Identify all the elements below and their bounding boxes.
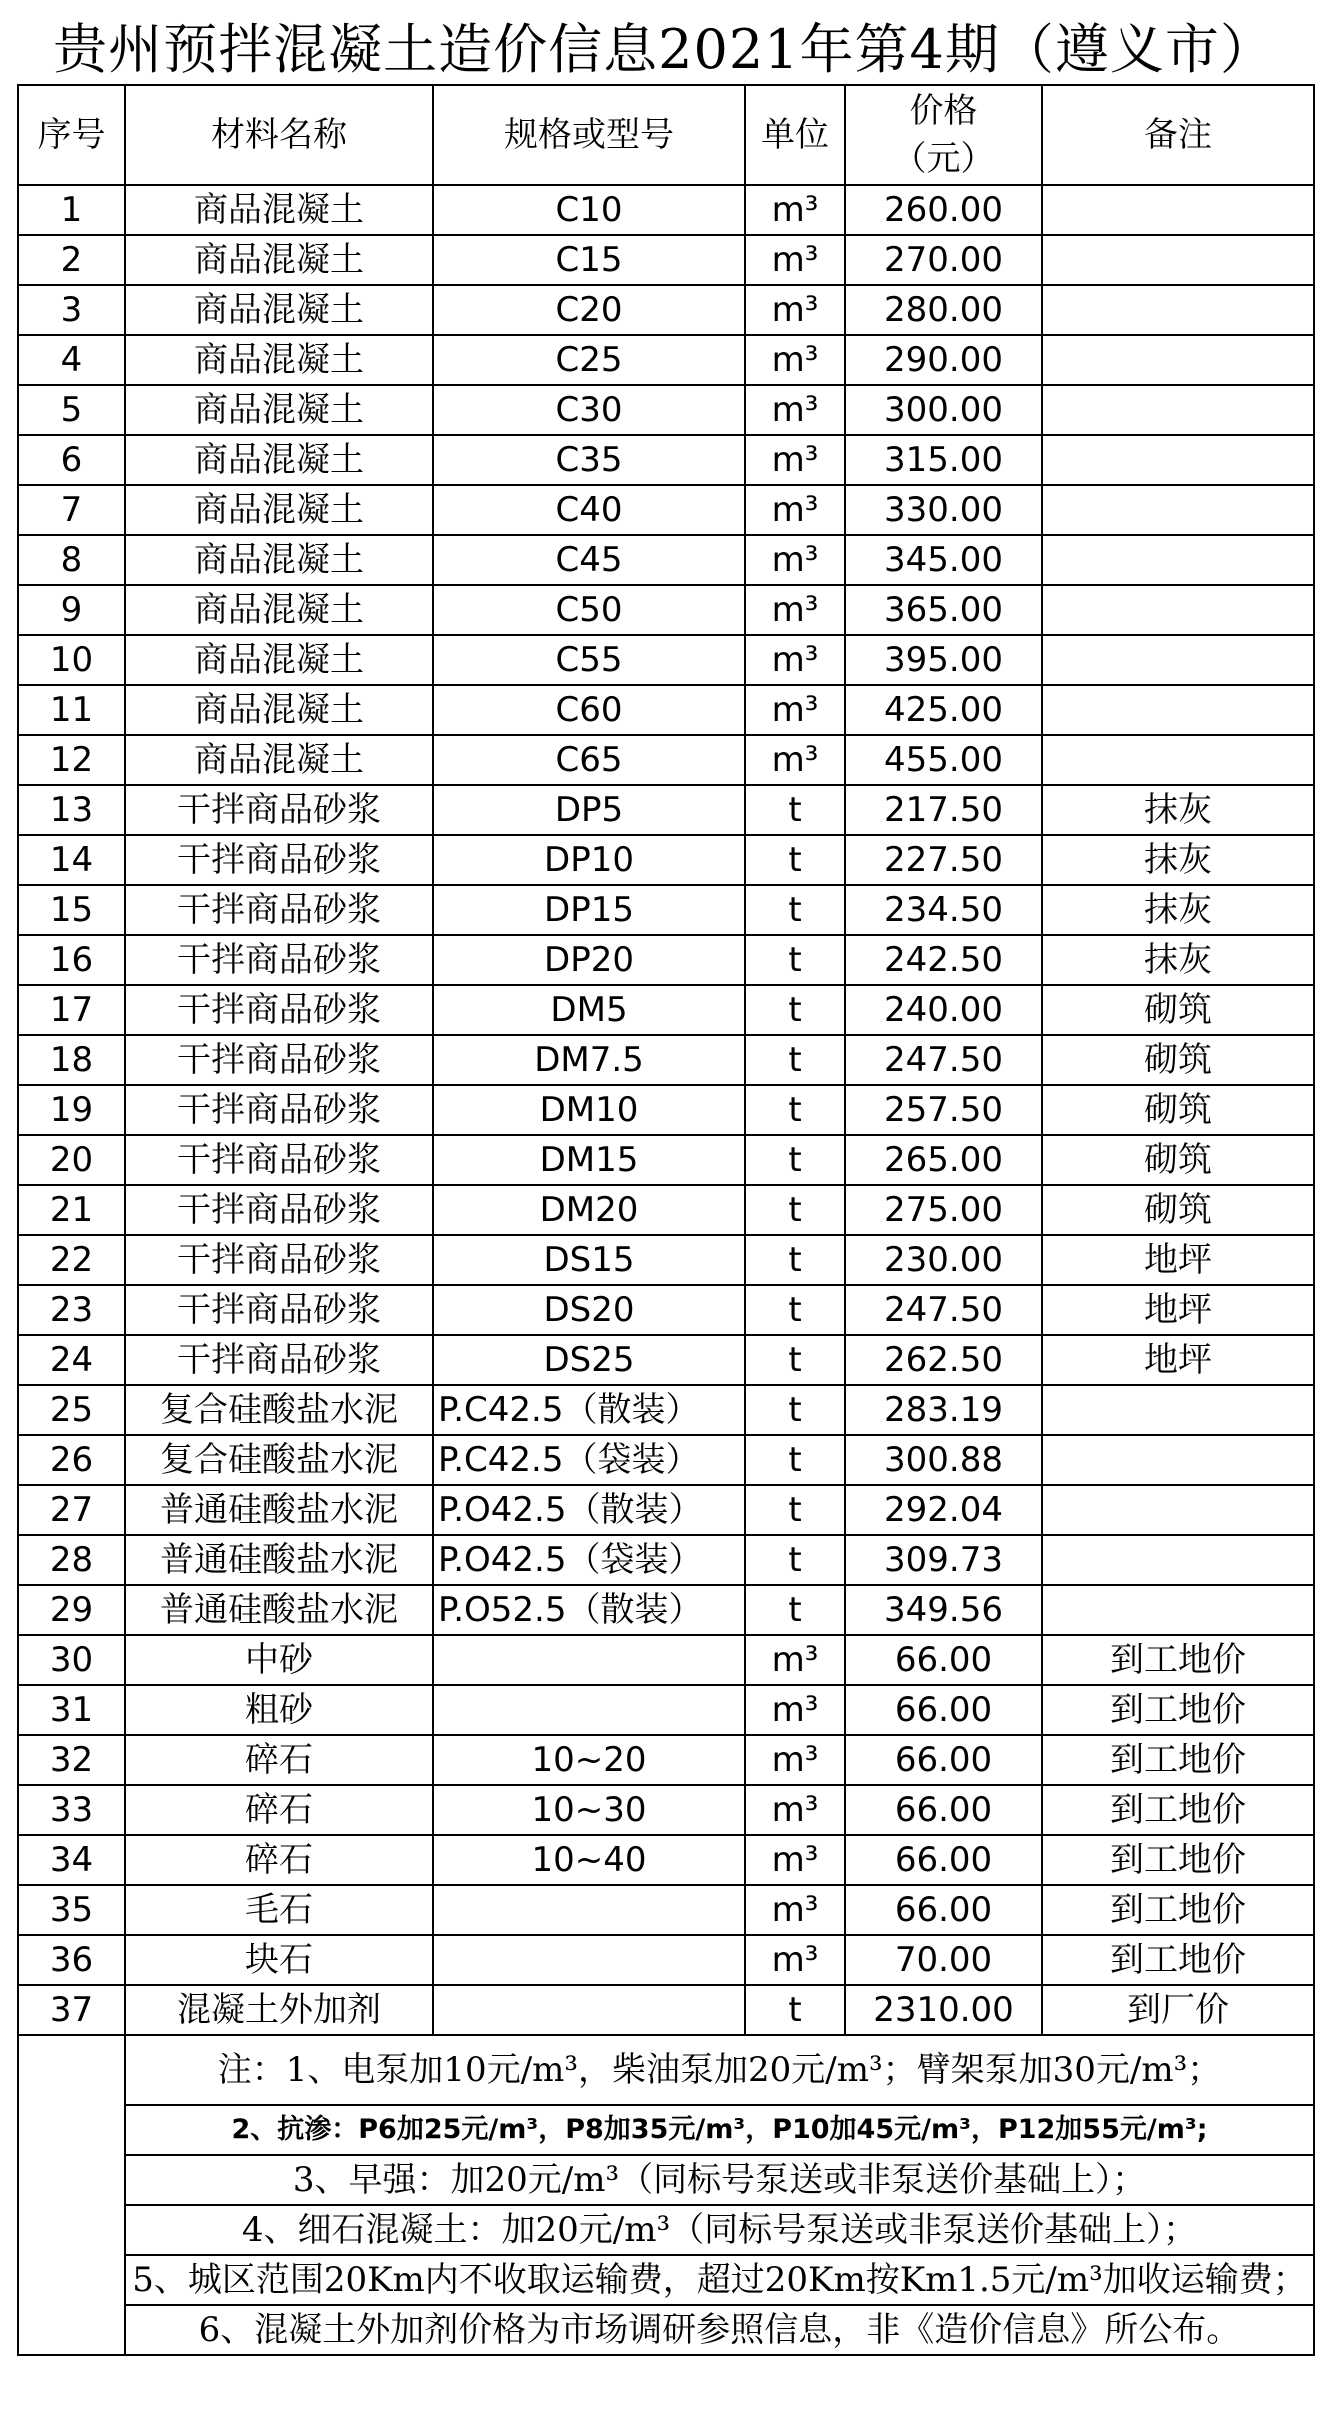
- cell-spec: DP5: [433, 785, 745, 835]
- cell-spec: C10: [433, 185, 745, 235]
- cell-remark: [1042, 685, 1314, 735]
- cell-price: 66.00: [845, 1685, 1042, 1735]
- table-row: [18, 1885, 1314, 1935]
- cell-no: 19: [18, 1085, 125, 1135]
- cell-no: 27: [18, 1485, 125, 1535]
- table-row: [18, 885, 1314, 935]
- cell-name: 干拌商品砂浆: [125, 1285, 433, 1335]
- cell-name: 粗砂: [125, 1685, 433, 1735]
- cell-spec: C15: [433, 235, 745, 285]
- cell-no: 20: [18, 1135, 125, 1185]
- cell-spec: DS15: [433, 1235, 745, 1285]
- cell-spec: [433, 1885, 745, 1935]
- cell-remark: [1042, 1435, 1314, 1485]
- cell-unit: t: [745, 985, 845, 1035]
- cell-spec: C25: [433, 335, 745, 385]
- table-row: [18, 735, 1314, 785]
- cell-remark: 砌筑: [1042, 1185, 1314, 1235]
- table-row: [18, 985, 1314, 1035]
- cell-remark: 到工地价: [1042, 1835, 1314, 1885]
- cell-no: 37: [18, 1985, 125, 2035]
- cell-unit: m³: [745, 1635, 845, 1685]
- cell-remark: 到厂价: [1042, 1985, 1314, 2035]
- cell-spec: DP15: [433, 885, 745, 935]
- cell-remark: [1042, 1535, 1314, 1585]
- cell-remark: [1042, 635, 1314, 685]
- cell-unit: t: [745, 1035, 845, 1085]
- cell-price: 242.50: [845, 935, 1042, 985]
- cell-remark: [1042, 485, 1314, 535]
- cell-no: 3: [18, 285, 125, 335]
- header-price-line1: 价格: [909, 91, 978, 131]
- table-row: [18, 385, 1314, 435]
- table-row: [18, 285, 1314, 335]
- cell-price: 395.00: [845, 635, 1042, 685]
- table-row: [18, 785, 1314, 835]
- cell-name: 干拌商品砂浆: [125, 1035, 433, 1085]
- cell-spec: DM5: [433, 985, 745, 1035]
- cell-no: 11: [18, 685, 125, 735]
- table-row: [18, 1285, 1314, 1335]
- cell-no: 33: [18, 1785, 125, 1835]
- cell-no: 23: [18, 1285, 125, 1335]
- cell-spec: P.O52.5（散装）: [433, 1585, 745, 1635]
- cell-remark: 砌筑: [1042, 1135, 1314, 1185]
- cell-remark: 砌筑: [1042, 1085, 1314, 1135]
- cell-remark: 砌筑: [1042, 1035, 1314, 1085]
- cell-unit: m³: [745, 185, 845, 235]
- cell-unit: t: [745, 1385, 845, 1435]
- cell-unit: m³: [745, 435, 845, 485]
- cell-no: 15: [18, 885, 125, 935]
- cell-unit: m³: [745, 285, 845, 335]
- cell-name: 商品混凝土: [125, 235, 433, 285]
- cell-price: 270.00: [845, 235, 1042, 285]
- table-row: [18, 1985, 1314, 2035]
- table-row: [18, 585, 1314, 635]
- cell-no: 24: [18, 1335, 125, 1385]
- header-price-line2: （元）: [892, 139, 995, 179]
- cell-spec: C55: [433, 635, 745, 685]
- cell-unit: t: [745, 1985, 845, 2035]
- table-row: [18, 1935, 1314, 1985]
- cell-unit: t: [745, 885, 845, 935]
- cell-name: 商品混凝土: [125, 485, 433, 535]
- cell-spec: DS25: [433, 1335, 745, 1385]
- cell-no: 36: [18, 1935, 125, 1985]
- cell-name: 商品混凝土: [125, 535, 433, 585]
- cell-price: 283.19: [845, 1385, 1042, 1435]
- cell-unit: m³: [745, 585, 845, 635]
- cell-spec: C60: [433, 685, 745, 735]
- cell-no: 18: [18, 1035, 125, 1085]
- table-row: [18, 1785, 1314, 1835]
- cell-spec: P.O42.5（散装）: [433, 1485, 745, 1535]
- cell-unit: t: [745, 835, 845, 885]
- cell-name: 干拌商品砂浆: [125, 835, 433, 885]
- cell-price: 292.04: [845, 1485, 1042, 1535]
- cell-spec: 10~30: [433, 1785, 745, 1835]
- note-line-4: 4、细石混凝土：加20元/m³（同标号泵送或非泵送价基础上）；: [125, 2205, 1314, 2255]
- cell-remark: 到工地价: [1042, 1735, 1314, 1785]
- cell-unit: t: [745, 1485, 845, 1535]
- cell-remark: 到工地价: [1042, 1635, 1314, 1685]
- cell-name: 商品混凝土: [125, 685, 433, 735]
- cell-no: 32: [18, 1735, 125, 1785]
- cell-name: 碎石: [125, 1735, 433, 1785]
- cell-name: 商品混凝土: [125, 385, 433, 435]
- cell-spec: P.C42.5（袋装）: [433, 1435, 745, 1485]
- cell-spec: [433, 1635, 745, 1685]
- cell-price: 247.50: [845, 1035, 1042, 1085]
- cell-unit: m³: [745, 235, 845, 285]
- cell-spec: C45: [433, 535, 745, 585]
- table-header: [18, 85, 1314, 185]
- cell-unit: m³: [745, 1785, 845, 1835]
- table-row: [18, 235, 1314, 285]
- cell-name: 商品混凝土: [125, 635, 433, 685]
- table-row: [18, 685, 1314, 735]
- table-row: [18, 1735, 1314, 1785]
- cell-name: 普通硅酸盐水泥: [125, 1485, 433, 1535]
- cell-no: 2: [18, 235, 125, 285]
- cell-remark: 地坪: [1042, 1335, 1314, 1385]
- cell-remark: 抹灰: [1042, 835, 1314, 885]
- note-line-2: 2、抗渗：P6加25元/m³，P8加35元/m³，P10加45元/m³，P12加55元/m³;: [125, 2105, 1314, 2155]
- cell-price: 234.50: [845, 885, 1042, 935]
- cell-no: 16: [18, 935, 125, 985]
- cell-remark: [1042, 535, 1314, 585]
- cell-remark: [1042, 435, 1314, 485]
- header-name: 材料名称: [125, 85, 433, 185]
- cell-unit: t: [745, 1535, 845, 1585]
- cell-price: 262.50: [845, 1335, 1042, 1385]
- cell-name: 混凝土外加剂: [125, 1985, 433, 2035]
- cell-spec: DM15: [433, 1135, 745, 1185]
- cell-price: 2310.00: [845, 1985, 1042, 2035]
- table-row: [18, 1685, 1314, 1735]
- cell-price: 66.00: [845, 1735, 1042, 1785]
- cell-spec: 10~20: [433, 1735, 745, 1785]
- cell-no: 30: [18, 1635, 125, 1685]
- cell-unit: m³: [745, 385, 845, 435]
- cell-price: 425.00: [845, 685, 1042, 735]
- cell-name: 复合硅酸盐水泥: [125, 1385, 433, 1435]
- table-row: [18, 1085, 1314, 1135]
- cell-spec: DP10: [433, 835, 745, 885]
- cell-name: 毛石: [125, 1885, 433, 1935]
- cell-no: 17: [18, 985, 125, 1035]
- cell-unit: t: [745, 1335, 845, 1385]
- cell-name: 碎石: [125, 1835, 433, 1885]
- cell-spec: DP20: [433, 935, 745, 985]
- cell-no: 12: [18, 735, 125, 785]
- cell-unit: t: [745, 1585, 845, 1635]
- cell-no: 8: [18, 535, 125, 585]
- cell-name: 商品混凝土: [125, 285, 433, 335]
- cell-no: 29: [18, 1585, 125, 1635]
- cell-name: 块石: [125, 1935, 433, 1985]
- cell-spec: P.C42.5（散装）: [433, 1385, 745, 1435]
- cell-no: 22: [18, 1235, 125, 1285]
- cell-spec: C65: [433, 735, 745, 785]
- cell-unit: m³: [745, 685, 845, 735]
- cell-no: 7: [18, 485, 125, 535]
- table-row: [18, 1635, 1314, 1685]
- cell-unit: m³: [745, 535, 845, 585]
- cell-remark: 抹灰: [1042, 935, 1314, 985]
- cell-no: 13: [18, 785, 125, 835]
- cell-price: 315.00: [845, 435, 1042, 485]
- table-row: [18, 535, 1314, 585]
- cell-no: 31: [18, 1685, 125, 1735]
- cell-remark: [1042, 585, 1314, 635]
- cell-unit: m³: [745, 735, 845, 785]
- table-row: [18, 485, 1314, 535]
- cell-price: 290.00: [845, 335, 1042, 385]
- header-no: 序号: [18, 85, 125, 185]
- cell-name: 普通硅酸盐水泥: [125, 1535, 433, 1585]
- cell-unit: m³: [745, 1685, 845, 1735]
- cell-price: 230.00: [845, 1235, 1042, 1285]
- cell-price: 66.00: [845, 1835, 1042, 1885]
- cell-price: 455.00: [845, 735, 1042, 785]
- cell-name: 干拌商品砂浆: [125, 785, 433, 835]
- table-row: [18, 1135, 1314, 1185]
- cell-name: 中砂: [125, 1635, 433, 1685]
- cell-name: 干拌商品砂浆: [125, 985, 433, 1035]
- cell-remark: 到工地价: [1042, 1885, 1314, 1935]
- cell-remark: [1042, 335, 1314, 385]
- cell-unit: m³: [745, 485, 845, 535]
- cell-remark: [1042, 1585, 1314, 1635]
- cell-name: 干拌商品砂浆: [125, 1335, 433, 1385]
- cell-no: 21: [18, 1185, 125, 1235]
- cell-no: 1: [18, 185, 125, 235]
- cell-name: 干拌商品砂浆: [125, 1235, 433, 1285]
- table-row: [18, 1035, 1314, 1085]
- header-price: [845, 85, 1042, 185]
- cell-price: 260.00: [845, 185, 1042, 235]
- cell-spec: DM10: [433, 1085, 745, 1135]
- cell-spec: DM20: [433, 1185, 745, 1235]
- table-row: [18, 835, 1314, 885]
- table-row: [18, 435, 1314, 485]
- cell-remark: 抹灰: [1042, 785, 1314, 835]
- cell-spec: C20: [433, 285, 745, 335]
- cell-spec: [433, 1985, 745, 2035]
- cell-name: 干拌商品砂浆: [125, 935, 433, 985]
- cell-name: 商品混凝土: [125, 335, 433, 385]
- cell-spec: C40: [433, 485, 745, 535]
- cell-price: 66.00: [845, 1885, 1042, 1935]
- cell-unit: m³: [745, 635, 845, 685]
- table-body: [18, 185, 1314, 2035]
- cell-price: 227.50: [845, 835, 1042, 885]
- cell-no: 35: [18, 1885, 125, 1935]
- cell-unit: m³: [745, 1935, 845, 1985]
- cell-remark: [1042, 1385, 1314, 1435]
- cell-no: 28: [18, 1535, 125, 1585]
- header-remark: 备注: [1042, 85, 1314, 185]
- header-spec: 规格或型号: [433, 85, 745, 185]
- cell-name: 干拌商品砂浆: [125, 885, 433, 935]
- cell-remark: [1042, 185, 1314, 235]
- cell-price: 275.00: [845, 1185, 1042, 1235]
- cell-spec: [433, 1935, 745, 1985]
- cell-name: 干拌商品砂浆: [125, 1085, 433, 1135]
- table-row: [18, 1185, 1314, 1235]
- cell-no: 5: [18, 385, 125, 435]
- cell-price: 265.00: [845, 1135, 1042, 1185]
- cell-unit: t: [745, 1285, 845, 1335]
- cell-name: 商品混凝土: [125, 735, 433, 785]
- cell-price: 300.88: [845, 1435, 1042, 1485]
- table-row: [18, 1835, 1314, 1885]
- price-table: [17, 84, 1315, 2356]
- table-row: [18, 1385, 1314, 1435]
- cell-price: 247.50: [845, 1285, 1042, 1335]
- cell-price: 345.00: [845, 535, 1042, 585]
- cell-unit: m³: [745, 1885, 845, 1935]
- cell-unit: t: [745, 1135, 845, 1185]
- cell-name: 普通硅酸盐水泥: [125, 1585, 433, 1635]
- header-unit: 单位: [745, 85, 845, 185]
- cell-name: 商品混凝土: [125, 585, 433, 635]
- cell-spec: P.O42.5（袋装）: [433, 1535, 745, 1585]
- cell-price: 365.00: [845, 585, 1042, 635]
- cell-remark: 地坪: [1042, 1285, 1314, 1335]
- cell-price: 300.00: [845, 385, 1042, 435]
- table-row: [18, 935, 1314, 985]
- cell-name: 干拌商品砂浆: [125, 1135, 433, 1185]
- cell-remark: 抹灰: [1042, 885, 1314, 935]
- cell-price: 66.00: [845, 1785, 1042, 1835]
- cell-price: 257.50: [845, 1085, 1042, 1135]
- notes-section: [18, 2035, 1314, 2355]
- table-row: [18, 185, 1314, 235]
- cell-spec: 10~40: [433, 1835, 745, 1885]
- cell-spec: DM7.5: [433, 1035, 745, 1085]
- cell-remark: 砌筑: [1042, 985, 1314, 1035]
- table-row: [18, 1235, 1314, 1285]
- cell-price: 70.00: [845, 1935, 1042, 1985]
- cell-remark: 到工地价: [1042, 1785, 1314, 1835]
- cell-price: 349.56: [845, 1585, 1042, 1635]
- cell-unit: t: [745, 1435, 845, 1485]
- cell-remark: [1042, 735, 1314, 785]
- cell-spec: C30: [433, 385, 745, 435]
- cell-unit: m³: [745, 1835, 845, 1885]
- cell-price: 240.00: [845, 985, 1042, 1035]
- cell-name: 碎石: [125, 1785, 433, 1835]
- cell-remark: 到工地价: [1042, 1685, 1314, 1735]
- cell-name: 商品混凝土: [125, 185, 433, 235]
- cell-no: 34: [18, 1835, 125, 1885]
- cell-name: 商品混凝土: [125, 435, 433, 485]
- cell-unit: m³: [745, 335, 845, 385]
- note-line-5: 5、城区范围20Km内不收取运输费，超过20Km按Km1.5元/m³加收运输费；: [125, 2255, 1314, 2305]
- cell-remark: [1042, 385, 1314, 435]
- cell-price: 330.00: [845, 485, 1042, 535]
- cell-price: 280.00: [845, 285, 1042, 335]
- note-line-3: 3、早强：加20元/m³（同标号泵送或非泵送价基础上）；: [125, 2155, 1314, 2205]
- cell-remark: 到工地价: [1042, 1935, 1314, 1985]
- cell-unit: t: [745, 1085, 845, 1135]
- table-row: [18, 1435, 1314, 1485]
- cell-unit: t: [745, 785, 845, 835]
- cell-price: 217.50: [845, 785, 1042, 835]
- table-row: [18, 335, 1314, 385]
- cell-remark: 地坪: [1042, 1235, 1314, 1285]
- table-row: [18, 1585, 1314, 1635]
- cell-unit: t: [745, 1185, 845, 1235]
- cell-remark: [1042, 285, 1314, 335]
- notes-left-cell: [18, 2035, 125, 2355]
- cell-unit: t: [745, 935, 845, 985]
- table-row: [18, 635, 1314, 685]
- cell-no: 6: [18, 435, 125, 485]
- page-title: 贵州预拌混凝土造价信息2021年第4期（遵义市）: [53, 18, 1275, 81]
- cell-no: 4: [18, 335, 125, 385]
- cell-unit: t: [745, 1235, 845, 1285]
- cell-no: 26: [18, 1435, 125, 1485]
- cell-price: 309.73: [845, 1535, 1042, 1585]
- cell-unit: m³: [745, 1735, 845, 1785]
- cell-spec: C50: [433, 585, 745, 635]
- cell-no: 25: [18, 1385, 125, 1435]
- cell-name: 干拌商品砂浆: [125, 1185, 433, 1235]
- cell-no: 9: [18, 585, 125, 635]
- cell-spec: C35: [433, 435, 745, 485]
- cell-price: 66.00: [845, 1635, 1042, 1685]
- note-line-1: 注：1、电泵加10元/m³，柴油泵加20元/m³；臂架泵加30元/m³；: [125, 2035, 1314, 2105]
- note-line-6: 6、混凝土外加剂价格为市场调研参照信息，非《造价信息》所公布。: [125, 2305, 1314, 2355]
- table-row: [18, 1485, 1314, 1535]
- cell-remark: [1042, 235, 1314, 285]
- cell-no: 14: [18, 835, 125, 885]
- cell-name: 复合硅酸盐水泥: [125, 1435, 433, 1485]
- cell-remark: [1042, 1485, 1314, 1535]
- cell-spec: [433, 1685, 745, 1735]
- cell-spec: DS20: [433, 1285, 745, 1335]
- table-row: [18, 1335, 1314, 1385]
- cell-no: 10: [18, 635, 125, 685]
- table-row: [18, 1535, 1314, 1585]
